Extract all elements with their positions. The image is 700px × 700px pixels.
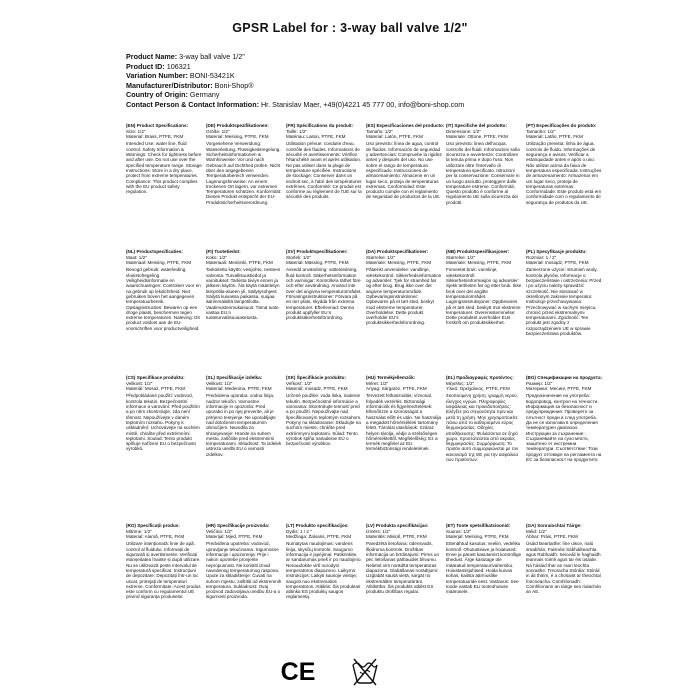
spec-block-title: (ET) Toote spetsifikatsioonid: <box>446 523 511 528</box>
spec-block <box>366 249 442 326</box>
spec-block-title: (HU) Termékjellemzők: <box>366 375 416 380</box>
spec-block-title: (CS) Specifikace produktu: <box>126 375 185 380</box>
country-of-origin: Germany <box>189 90 220 100</box>
spec-block-title: (IT) Specifiche del prodotto: <box>446 123 507 128</box>
manufacturer-line: Manufacturer/Distributor: Boni-Shop® <box>126 80 254 90</box>
spec-block <box>526 523 602 594</box>
product-name: 3-way ball valve 1/2" <box>179 52 245 61</box>
spec-body: Avsedd användning: vattenledning, fluid kontroll. Säkerhetsinformation och varningar: Kontrollera täthet före och efter användning. Använd inte över det angivna temperaturområdet. Förvaringsinstruktioner: Förvara på en torr plats, skydda från extrema temperaturer. Efterlevnad: Denna produkt uppfyller EU:s produktsäkerhetsförordning. <box>286 267 362 321</box>
spec-size: Mărime: 1/2" <box>126 528 152 534</box>
spec-block-title: (SL) Specifikacije izdelka: <box>206 375 263 380</box>
spec-material: Materiaali: Messinki, PTFE, FKM <box>206 260 273 266</box>
spec-material: Material: Latón, PTFE, FKM <box>366 134 423 140</box>
spec-size: Størrelse: 1/2" <box>366 254 396 260</box>
spec-block-title: (BG) Спецификации на продукта: <box>526 375 603 380</box>
spec-block-title: (SK) Špecifikácie produktu: <box>286 375 346 380</box>
spec-block <box>526 123 602 205</box>
spec-block-title: (FI) Tuotetiedot: <box>206 249 241 254</box>
spec-size: Size: 1/2" <box>126 128 146 134</box>
spec-body: Påtænkt anvendelse: vandlinje, væskekontrol. Sikkerhedsinformation og advarsler: Tjek for stramhed før og efter brug. Brug ikke over det angivne temperaturområde. Opbevaringsinstruktioner: Opbevares på et tørt sted, beskyt mod ekstreme temperaturer. Overholdelse: Dette produkt overholder EU's produktsikkerhedsforordning. <box>366 267 442 326</box>
spec-material: Υλικό: Ορείχαλκος, PTFE, FKM <box>446 386 510 392</box>
spec-block <box>126 123 202 194</box>
spec-block <box>366 523 442 594</box>
spec-block <box>526 249 602 336</box>
spec-body: Σκοπούμενη χρήση: γραμμή νερού, έλεγχος υγρών. Πληροφορίες ασφάλειας και προειδοποιήσεις: Ελέγξτε για στεγανότητα πριν και μετά τη χρήση. Μην χρησιμοποιείτε πάνω από το καθορισμένο εύρος θερμοκρασίας. Οδηγίες αποθήκευσης: Φυλάσσεται σε ξηρό χώρο, προστατεύεται από ακραίες θερμοκρασίες. Συμμόρφωση: Το προϊόν αυτό συμμορφώνεται με τον κανονισμό της ΕΕ για την ασφάλεια των προϊόντων. <box>446 393 519 463</box>
spec-block-title: (ES) Especificaciones del producto: <box>366 123 445 128</box>
spec-material: Materiale: Messing, PTFE, FKM <box>366 260 432 266</box>
spec-body: Uso previsto: línea de agua, control de fluidos. Información de seguridad y advertencias: Compruebe la rigidez antes y después del uso. No use sobre el rango de temperatura especificado. Instrucciones de almacenamiento: Almacene en un lugar seco, proteja de temperaturas extremas. Conformidad: Este producto cumple con el reglamento de seguridad de productos de la UE. <box>366 141 442 200</box>
no-washing-icon <box>350 655 380 687</box>
spec-block-title: (LV) Produkta specifikācijas: <box>366 523 429 528</box>
spec-block <box>286 375 362 446</box>
spec-block-title: (FR) Spécifications du produit: <box>286 123 354 128</box>
spec-size: Dydis: 1 / 2 " <box>286 528 312 534</box>
spec-block-title: (EN) Product Specifications: <box>126 123 189 128</box>
contact-line: Contact Person & Contact Information: Hr. Stanislav Maer, +49(0)4221 45 777 00, info@boni-shop.com <box>126 99 465 109</box>
spec-block <box>126 375 202 452</box>
spec-material: Material: Alamă, PTFE, FKM <box>126 534 185 540</box>
spec-block-title: (NL) Productspecificaties: <box>126 249 183 254</box>
spec-block-title: (PL) Specyfikacje produktu: <box>526 249 587 254</box>
spec-block <box>366 375 442 452</box>
spec-size: Μέγεθος: 1/2" <box>446 380 475 386</box>
spec-material: Material: Messing, PTFE, FKM <box>206 134 269 140</box>
spec-body: Предназначение на употреба: водопровод, контрол на течности. Информация за безопасност и предупреждения: Проверете за плътност преди и след употреба. Да не се използва в определения температурен диапазон. Инструкции за съхранение: Съхранявайте на сухо място, защитено от екстремни температури. Съответствие: Този продукт отговаря на регламента на ЕС за безопасност на продуктите. <box>526 393 602 463</box>
spec-size: Velikost: 1/2" <box>126 380 153 386</box>
spec-block <box>526 375 602 462</box>
spec-material: Material: Medenina, PTFE, FKM <box>206 386 272 392</box>
spec-block <box>206 249 282 320</box>
spec-size: Koko: 1/2" <box>206 254 228 260</box>
spec-size: Størrelse: 1/2" <box>446 254 476 260</box>
spec-body: Paredzētā lietošana: ūdensvads, šķidruma kontrole. Drošības informācija un brīdinājumi: Pirms un pēc lietošanas pārbaudiet blīvumu. Nelietot virs norādītā temperatūras diapazona. Glabāšanas norādījumi: Uzglabāt sausā vietā, sargāt no ekstremālām temperatūrām. Atbilstība: Šis produkts atbilst ES produktu drošības regulai. <box>366 541 440 595</box>
spec-size: Izmērs: 1/2" <box>366 528 391 534</box>
spec-block-title: (PT) Especificações do produto: <box>526 123 597 128</box>
spec-material: Materiál: mosadz, PTFE, FKM <box>286 386 348 392</box>
spec-body: Tarkoitettu käyttö: vesijohto, nesteen valvonta. Turvallisuustiedot ja varoitukset: Tarkista tiiviys ennen ja jälkeen käytön. Älä käytä määritetyn lämpötila-alueen yli. Säilytysohjeet: Säilytä kuivassa paikassa, suojaa äärimmäisiltä lämpötiloilta. Vaatimustenmukaisuus: Tämä tuote vastaa EU:n tuoteturvallisuusasetusta. <box>206 267 281 321</box>
variation-number: BONI-53421K <box>189 71 235 81</box>
compliance-marks <box>281 655 391 689</box>
svg-text:CE: CE <box>281 658 315 685</box>
spec-material: Materiale: Messing, PTFE, FKM <box>446 260 512 266</box>
product-id-line: Product ID: 106321 <box>126 61 191 71</box>
spec-block <box>286 249 362 320</box>
spec-body: Vorgesehene Verwendung: Wasserleitung, Flüssigkeitsregelung. Sicherheitsinformationen & Warnhinweise: Vor und nach Gebrauch auf Dichtheit prüfen. Nicht über den angegebenen Temperaturbereich verwenden. Lagerungshinweise: An einem trockenen Ort lagern, vor extremen Temperaturen schützen. Konformität: Dieses Produkt entspricht der EU-Produktsicherheitsverordnung. <box>206 141 282 205</box>
spec-material: Materiaal: Messing, PTFE, FKM <box>126 260 192 266</box>
product-id: 106321 <box>166 61 191 71</box>
spec-body: Ettenähtud kasutus: veeliin, vedeliku kontroll. Ohutusteave ja hoiatused: Enne ja pärast kasutamist kontrollige tihedust. Ärge kasutage üle määratud temperatuurivahemiku. Hoiustamisjuhised: Hoida kuivas kohas, kaitsta äärmuslike temperatuuride eest. Vastavus: See toode vastab ELi tooteohutuse määrusele. <box>446 541 522 595</box>
spec-block <box>366 123 445 200</box>
spec-material: Material: Latão, PTFE, FKM <box>526 134 583 140</box>
spec-body: Predvidena uporaba: vodna linija, nadzor tekočin. Varnostne informacije in opozorila: Pred uporabo in po njej preverite, ali je pritrjeno tesnjenje. Ne uporabljajte nad določenim temperaturnim območjem. Navodila za shranjevanje: Hranite na suhem mestu, zaščitite pred ekstremnimi temperaturami. Skladnost: Ta izdelek ustreza uredbi EU o varnosti izdelkov. <box>206 393 282 457</box>
spec-size: Méid: 1/2" <box>526 528 547 534</box>
spec-block-title: (RO) Specificații produs: <box>126 523 180 528</box>
spec-size: Veľkosť: 1/2" <box>286 380 313 386</box>
contact-info: Hr. Stanislav Maer, +49(0)4221 45 777 00, info@boni-shop.com <box>260 99 465 109</box>
spec-body: Predviđena upotreba: vodovod, upravljanje tekućinama. Sigurnosne informacije i upozorenja: Prije i nakon upotrebe provjerite nepropusnost. Ne koristiti iznad navedenog temperaturnog raspona. Upute za skladištenje: Čuvati na suhom mjestu, zaštititi od ekstremnih temperatura. Sukladnost: Ovaj proizvod zadovoljava uredbu EU-a o sigurnosti proizvoda. <box>206 541 282 600</box>
spec-material: Materiál: Mosaz, PTFE, FKM <box>126 386 185 392</box>
spec-material: Материал: Месинг, PTFE, FKM <box>526 386 592 392</box>
spec-block <box>206 523 282 600</box>
spec-size: Rozmiar: 1 / 2" <box>526 254 557 260</box>
spec-material: Material: Brass, PTFE, FKM <box>126 134 184 140</box>
spec-size: Tamanho: 1/2" <box>526 128 556 134</box>
variation-line: Variation Number: BONI-53421K <box>126 71 235 81</box>
spec-size: Размер: 1/2" <box>526 380 553 386</box>
spec-size: Veličina: 1/2" <box>206 528 233 534</box>
spec-block <box>446 123 522 205</box>
spec-body: Numatytas naudojimas: vandens linija, skysčių kontrolė. Saugumo informacija ir įspėjimai: Patikrinkite, ar sandarumas prieš ir po naudojimo. Nenaudokite virš nurodyto temperatūros diapazono. Laikymo instrukcijos: Laikyti sausoje vietoje, saugoti nuo ekstremalios temperatūros. Atitiktis: Šis produktas atitinka ES produktų saugos reglamentą. <box>286 541 362 600</box>
spec-body: Beoogd gebruik: waterleiding, vloeistofregeling. Veiligheidsinformatie en waarschuwingen: Controleer voor en na gebruik op lekdichtheid. Niet gebruiken boven het aangegeven temperatuurbereik. Opslaginstructies: Bewaren op een droge plaats, beschermen tegen extreme temperaturen. Naleving: Dit product voldoet aan de EU-voorschriften voor productveiligheid. <box>126 267 201 331</box>
spec-body: Forventet bruk: vannlinje, væskekontroll. Sikkerhetsinformasjon og advarsler: Sjekk tettheten før og etter bruk. Ikke bruk over det angitte temperaturområdet. Lagringsinstruksjoner: Oppbevares på et tørt sted, beskytt mot ekstreme temperaturer. Overensstemmelse: Dette produktet overholder EUs forskrift om produktsikkerhet. <box>446 267 522 326</box>
spec-size: Maat: 1/2" <box>126 254 147 260</box>
spec-body: Určené použitie: voda linka, riadenie tekutín. Bezpečnostné informácie a varovania: Skontrolujte tesnosť pred a po použití. Nepoužívajte nad špecifikovaným teplotným rozsahom. Pokyny na skladovanie: Skladujte na suchom mieste, chráňte pred extrémnymi teplotami. Súlad: Tento výrobok spĺňa nariadenie EÚ o bezpečnosti výrobkov. <box>286 393 362 447</box>
spec-material: Anyag: Sárgaréz, PTFE, FKM <box>366 386 427 392</box>
spec-block-title: (HR) Specifikacije proizvoda: <box>206 523 270 528</box>
spec-size: Suurus: 1/2" <box>446 528 472 534</box>
spec-material: Ábhar: Práis, PTFE, FKM <box>526 534 578 540</box>
spec-block <box>206 123 282 205</box>
spec-material: Materjal: Messing, PTFE, FKM <box>446 534 509 540</box>
spec-size: Größe: 1/2" <box>206 128 230 134</box>
spec-size: Storlek: 1/2" <box>286 254 311 260</box>
spec-material: Material: Mässing, PTFE, FKM <box>286 260 349 266</box>
spec-size: Tamaño: 1/2" <box>366 128 393 134</box>
spec-body: Zamierzone użycie: strumień wody, kontrola płynów. Informacje o bezpieczeństwie i ostrzeżenia: Przed i po użyciu należy sprawdzić szczelność. Nie stosować w określonym zakresie temperatur. Instrukcje przechowywania: Przechowywać w suchym miejscu, chronić przed ekstremalnymi temperaturami. Zgodność: Ten produkt jest zgodny z rozporządzeniem UE w sprawie bezpieczeństwa produktów. <box>526 267 602 337</box>
spec-block <box>446 523 522 594</box>
spec-block <box>126 249 202 331</box>
spec-material: Matériau: Laiton, PTFE, FKM <box>286 134 346 140</box>
manufacturer: Boni-Shop® <box>214 80 254 90</box>
spec-block-title: (GA) Sonraíochtaí Táirge: <box>526 523 582 528</box>
spec-body: Utilizare intenționată: linie de apă, control al fluidului. Informații de siguranță și avertismente: Verificați etanșeitatea înainte și după utilizare. Nu se utilizează peste intervalul de temperatură specificat. Instrucțiuni de depozitare: Depozitați într-un loc uscat, protejați de temperaturi extreme. Conformitate: Acest produs este conform cu regulamentul UE privind siguranța produselor. <box>126 541 201 600</box>
spec-material: Materiale: Ottone, PTFE, FKM <box>446 134 508 140</box>
spec-block-title: (NB) Produktspesifikasjoner: <box>446 249 510 254</box>
spec-size: Taille: 1/2" <box>286 128 308 134</box>
spec-body: Uso previsto: linea dell'acqua, controllo dei fluidi. Informazioni sulla sicurezza e avvertenze: Controllare la tenuta prima e dopo l'uso. Non utilizzare oltre l'intervallo di temperatura specificato. Istruzioni per la conservazione: Conservare in un luogo asciutto, proteggere dalle temperature estreme. Conformità: Questo prodotto è conforme al regolamento UE sulla sicurezza dei prodotti. <box>446 141 520 205</box>
spec-body: Předpokládané použití: vodovod, kontrola tekutin. Bezpečnostní informace a varování: Před použitím a po něm zkontrolujte, zda není těsnost. Nepoužívejte v daném teplotním rozsahu. Pokyny k uskladnění: Uchovávejte na suchém místě, chraňte před extrémními teplotami. Soulad: Tento produkt splňuje nařízení EU o bezpečnosti výrobků. <box>126 393 200 452</box>
spec-material: Materijal: Mjed, PTFE, FKM <box>206 534 263 540</box>
spec-material: Medžiaga: Žalvaris, PTFE, FKM <box>286 534 352 540</box>
spec-size: Dimensione: 1/2" <box>446 128 481 134</box>
spec-body: Utilização prevista: linha de água, controlo de fluido. Informações de segurança e avisos: Verificar a estanquidade antes e após o uso. Não utilizar acima da faixa de temperatura especificada. Instruções de armazenamento: Armazenar em um lugar seco, proteja de temperaturas extremas. Conformidade: Este produto está em conformidade com o regulamento de segurança de produtos da UE. <box>526 141 602 205</box>
spec-size: Velikost: 1/2" <box>206 380 233 386</box>
ce-mark-icon <box>281 657 315 685</box>
spec-block-title: (DE) Produktspezifikationen: <box>206 123 269 128</box>
spec-body: Intended Use: water line, fluid control. Safety Information & Warnings: Check for tightness before and after use. Do not use over the specified temperature range. Storage Instructions: Store in a dry place, protect from extreme temperatures. Compliance: This product complies with the EU product safety regulation. <box>126 141 202 195</box>
spec-block <box>446 249 522 326</box>
spec-block <box>446 375 522 462</box>
origin-line: Country of Origin: Germany <box>126 90 220 100</box>
spec-block-title: (DA) Produktspecifikationer: <box>366 249 429 254</box>
spec-block-title: (EL) Προδιαγραφές προϊόντος: <box>446 375 514 380</box>
spec-block <box>126 523 202 600</box>
spec-block <box>206 375 282 457</box>
spec-size: Méret: 1/2" <box>366 380 389 386</box>
product-info <box>126 52 686 110</box>
page-title: GPSR Label for : 3-way ball valve 1/2" <box>232 21 468 35</box>
spec-body: Utilisation prévue: conduite d'eau, contrôle des fluides. Informations de sécurité et avertissements: Vérifiez l'étanchéité avant et après utilisation. Ne pas utiliser dans la plage de température spécifiée. Instructions de stockage: Conserver dans un endroit sec, à l'abri des températures extrêmes. Conformité: Ce produit est conforme au règlement de l'UE sur la sécurité des produits. <box>286 141 362 200</box>
spec-material: Materiāls: Misiņš, PTFE, FKM <box>366 534 427 540</box>
spec-block <box>286 523 362 600</box>
spec-material: Materiał: mosiądz, PTFE, FKM <box>526 260 589 266</box>
product-name-line: Product Name: 3-way ball valve 1/2" <box>126 52 245 61</box>
spec-body: Tervezett felhasználás: vízvonal, folyadék vezérlés. Biztonsági információk és figyelmeztetések: Ellenőrizze a szorosságot a használat előtt és után. Ne használja a megadott hőmérsékleti tartomány felett. Tárolási utasítások: Száraz helyen tárolja, védje a szélsőséges hőmérséklettől. Megfelelőség: Ez a termék megfelel az EU termékbiztonsági rendeletének. <box>366 393 442 452</box>
spec-block-title: (SV) Produktspecifikationer: <box>286 249 348 254</box>
spec-block <box>286 123 362 200</box>
spec-body: Úsáid Beartaithe: líne uisce, rialú sreabhán. Faisnéis Sábháilteachta agus Rabhaidh: Seiceáil le haghaidh teannais roimh agus tar éis úsáide. Ná húsáid thar an raon teochta sonraithe. Treoracha Stórála: Stóráil in áit thirim, é a chosaint ar theochtaí foircneacha. Comhlíonadh: Comhlíonann an táirge seo rialachán an AE. <box>526 541 602 595</box>
spec-block-title: (LT) Produkto specifikacijos: <box>286 523 349 528</box>
